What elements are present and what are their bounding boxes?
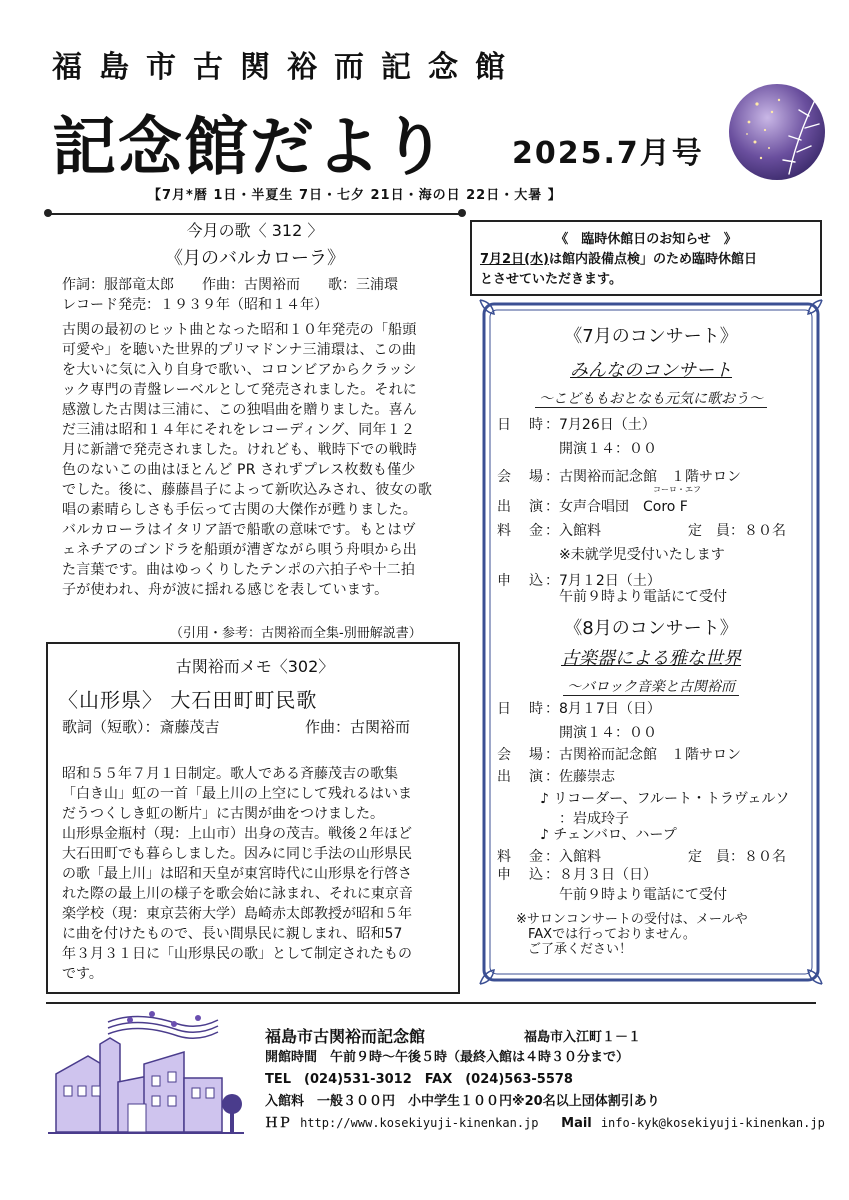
article-line: 色のないこの曲はほとんど PR されずプレス枚数も僅少 (62, 462, 416, 478)
august-performer-2: ：岩成玲子 (559, 811, 629, 827)
august-instrument-1: ♪ リコーダー、フルート・トラヴェルソ (540, 791, 790, 807)
note-line: FAXでは行っておりません。 (528, 927, 696, 942)
closure-notice-heading: 《 臨時休館日のお知らせ 》 (555, 232, 737, 247)
memo-heading: 古関裕而メモ〈302〉 (175, 657, 335, 676)
song-citation: （引用・参考：古関裕而全集-別冊解説書） (170, 626, 422, 641)
article-line: 山形県金瓶村（現：上山市）出身の茂吉。戦後２年ほど (62, 826, 412, 842)
july-apply-note: 午前９時より電話にて受付 (559, 589, 727, 605)
august-venue-row (497, 744, 741, 764)
article-line: ェネチアのゴンドラを船頭が漕ぎながら唄う舟唄から出 (62, 542, 417, 558)
closure-line2: とさせていただきます。 (480, 272, 622, 287)
august-performer-row (497, 766, 615, 786)
july-fee: 入館料 (559, 523, 601, 539)
song-heading: 今月の歌〈 312 〉 (186, 221, 324, 240)
song-article (62, 320, 462, 600)
article-line: だうつくしき虹の断片」に古関が曲をつけました。 (62, 806, 384, 822)
article-line: ック専門の青盤レーベルとして発売されました。それに (62, 382, 417, 398)
article-line: た言葉です。曲はゆっくりしたテンポの六拍子や十二拍 (62, 562, 416, 578)
divider-dot (458, 209, 466, 217)
footer-phone: TEL (024)531-3012 FAX (024)563-5578 (265, 1072, 573, 1087)
fee-label: 料 金： (497, 849, 561, 865)
article-line: 昭和５５年７月１日制定。歌人である斉藤茂吉の歌集 (62, 766, 398, 782)
memo-composer: 作曲：古関裕而 (305, 718, 411, 736)
article-line: れた際の最上川の様子を歌会始に詠まれ、それに東京音 (62, 886, 413, 902)
footer-museum-name: 福島市古関裕而記念館 (265, 1027, 426, 1046)
july-performer-row (497, 496, 688, 516)
moon-illustration (727, 82, 827, 182)
concert-booking-note (516, 912, 748, 957)
article-line: の歌「最上川」は昭和天皇が東宮時代に山形県を行啓さ (62, 866, 412, 882)
july-date-row (497, 414, 656, 434)
memo-article (62, 764, 457, 984)
august-apply-row (497, 864, 657, 884)
footer-address: 福島市入江町１－１ (524, 1030, 642, 1045)
july-fee-row (497, 520, 601, 540)
performer-ruby: コーロ・エフ (653, 485, 701, 494)
song-title: 《月のバルカローラ》 (165, 248, 345, 269)
issue-date: 2025.7月号 (512, 136, 704, 171)
july-venue: 古関裕而記念館 １階サロン (559, 469, 741, 485)
homepage-link[interactable]: http://www.kosekiyuji-kinenkan.jp (300, 1116, 539, 1130)
song-record-release: レコード発売：１９３９年（昭和１４年） (62, 297, 328, 313)
museum-name: 福島市古関裕而記念館 (52, 50, 522, 85)
fee-label: 料 金： (497, 523, 561, 539)
closure-reason: は館内設備点検」のため臨時休館日 (548, 252, 757, 267)
article-line: でした。後に、藤藤昌子によって新吹込みされ、彼女の歌 (62, 482, 433, 498)
performer-label: 出 演： (497, 499, 561, 515)
august-capacity: 定 員：８０名 (688, 849, 786, 865)
article-line: 大石田町でも暮らしました。因みに同じ手法の山形県民 (62, 846, 412, 862)
monthly-calendar-notes: 【7月*暦 1日・半夏生 7日・七夕 21日・海の日 22日・大暑 】 (148, 188, 562, 203)
august-performer: 佐藤崇志 (559, 769, 615, 785)
july-concert-tagline: ～こどももおとなも元気に歌おう～ (535, 391, 767, 408)
august-instrument-2: ♪ チェンバロ、ハープ (540, 827, 677, 843)
hp-label: ＨＰ (265, 1116, 292, 1131)
article-line: バルカローラはイタリア語で船歌の意味です。もとはヴ (62, 522, 416, 538)
mail-label: Mail (561, 1116, 592, 1131)
article-line: に曲を付けたもので、長い間県民に親しまれ、昭和57 (62, 926, 403, 942)
august-concert-heading: 《8月のコンサート》 (564, 618, 738, 639)
august-apply-date: ８月３日（日） (559, 867, 657, 883)
article-line: 年３月３１日に「山形県民の歌」として制定されたもの (62, 946, 412, 962)
article-line: 子が使われ、舟が波に揺れる感じを表しています。 (62, 582, 389, 598)
divider (48, 213, 462, 215)
july-apply-date: 7月１2日（土） (559, 573, 661, 589)
apply-label: 申 込： (497, 867, 561, 883)
july-performer: 女声合唱団 Coro F (559, 499, 688, 515)
note-line: ご了承ください！ (528, 942, 633, 957)
august-fee: 入館料 (559, 849, 601, 865)
closure-date: 7月2日(水) (480, 252, 549, 267)
memo-title: 〈山形県〉 大石田町町民歌 (58, 688, 318, 712)
article-line: 感激した古関は三浦に、この独唱曲を贈りました。喜ん (62, 402, 417, 418)
article-line: 唱の素晴らしさも手伝って古関の大傑作が甦りました。 (62, 502, 417, 518)
july-start-time: 開演１４：００ (559, 441, 657, 457)
august-venue: 古関裕而記念館 １階サロン (559, 747, 741, 763)
article-line: 古関の最初のヒット曲となった昭和１０年発売の「船頭 (62, 322, 417, 338)
date-label: 日 時： (497, 417, 561, 433)
august-apply-note: 午前９時より電話にて受付 (559, 887, 727, 903)
apply-label: 申 込： (497, 573, 561, 589)
note-line: ※サロンコンサートの受付は、メールや (516, 912, 748, 927)
venue-label: 会 場： (497, 747, 561, 763)
article-line: です。 (62, 966, 103, 982)
divider-dot (44, 209, 52, 217)
article-line: 「白き山」虹の一首「最上川の上空にして残れるはいま (62, 786, 412, 802)
august-start-time: 開演１４：００ (559, 725, 657, 741)
article-line: だ三浦は昭和１４年にそれをレコーディング、同年１２ (62, 422, 416, 438)
july-capacity: 定 員：８０名 (688, 523, 786, 539)
article-line: 月に新譜で発売されました。けれども、戦時下での戦時 (62, 442, 417, 458)
performer-label: 出 演： (497, 769, 561, 785)
july-venue-row (497, 466, 741, 486)
july-concert-heading: 《7月のコンサート》 (564, 326, 738, 347)
august-concert-tagline: ～バロック音楽と古関裕而 (563, 679, 739, 696)
footer-fees: 入館料 一般３００円 小中学生１００円※20名以上団体割引あり (265, 1094, 660, 1109)
article-line: 楽学校（現：東京芸術大学）島崎赤太郎教授が昭和５年 (62, 906, 412, 922)
august-concert-title: 古楽器による雅な世界 (561, 648, 741, 669)
venue-label: 会 場： (497, 469, 561, 485)
song-credits: 作詞：服部竜太郎 作曲：古関裕而 歌：三浦環 (62, 277, 398, 293)
museum-building-illustration (48, 1004, 248, 1139)
footer-hours: 開館時間 午前９時～午後５時（最終入館は４時３０分まで） (265, 1050, 630, 1065)
newsletter-title: 記念館だより (52, 111, 448, 185)
footer-contact (265, 1112, 825, 1131)
article-line: 可愛や」を聴いた世界的プリマドンナ三浦環は、この曲 (62, 342, 417, 358)
august-fee-row (497, 846, 601, 866)
july-date: 7月26日（土） (559, 417, 656, 433)
article-line: を大いに気に入り自身で歌い、コロンビアからクラッシ (62, 362, 417, 378)
date-label: 日 時： (497, 701, 561, 717)
memo-lyricist: 歌詞（短歌）：斎藤茂吉 (62, 718, 220, 736)
closure-notice-text (480, 250, 816, 290)
email-link[interactable]: info-kyk@kosekiyuji-kinenkan.jp (600, 1116, 825, 1130)
july-fee-note: ※未就学児受付いたします (559, 547, 725, 563)
august-date: 8月１7日（日） (559, 701, 661, 717)
august-date-row (497, 698, 661, 718)
july-concert-title: みんなのコンサート (570, 360, 732, 381)
